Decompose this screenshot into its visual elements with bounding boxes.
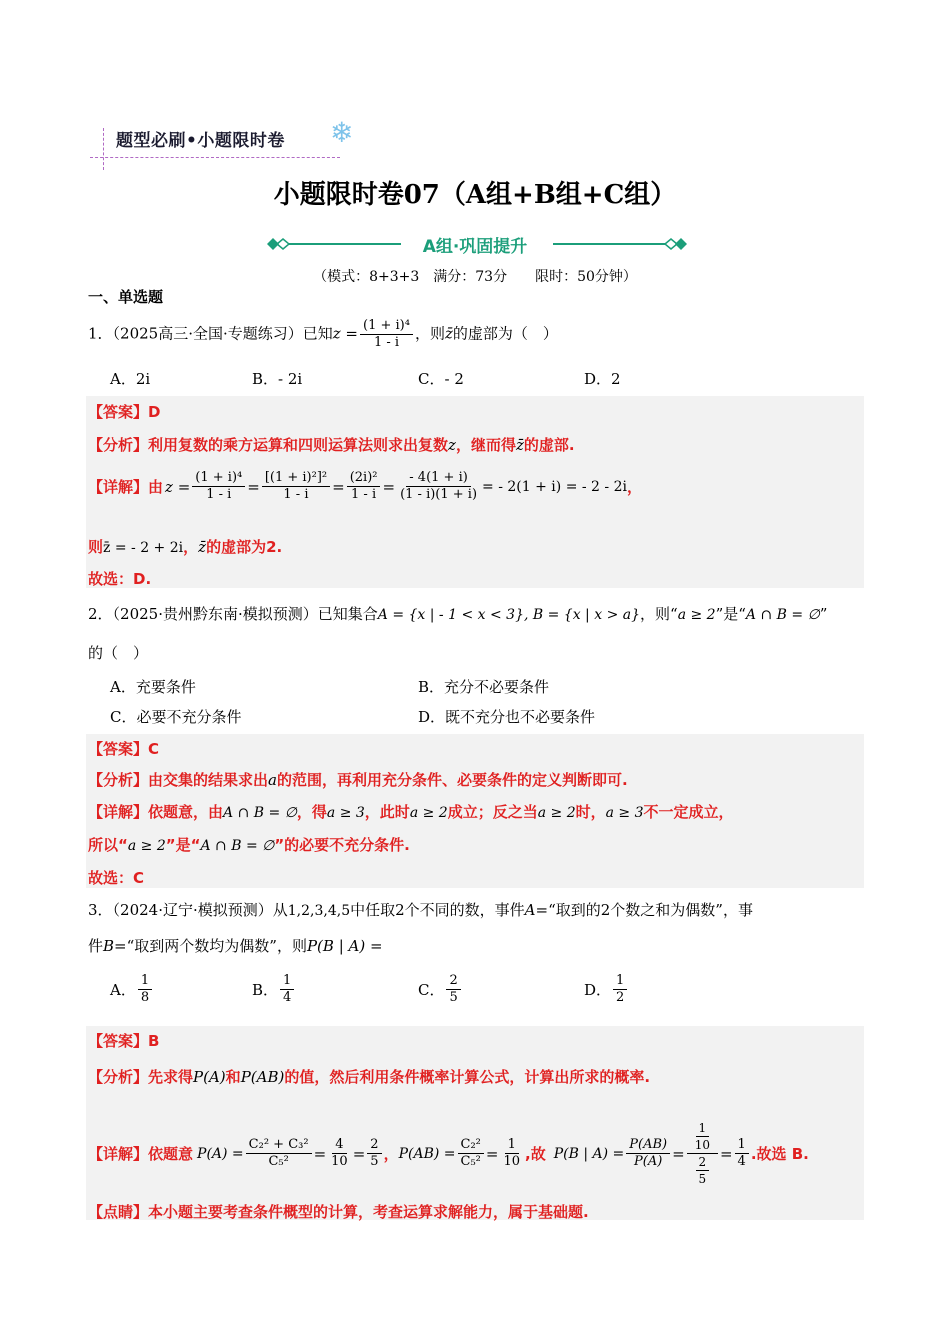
- page-title: 小题限时卷07（A组+B组+C组）: [273, 180, 677, 210]
- q2-detail: 【详解】依题意，由A ∩ B = ∅，得a ≥ 3，此时a ≥ 2成立；反之当a ≥ 2时，a ≥ 3不一定成立，: [88, 803, 734, 821]
- q2-choose: 故选：C: [88, 869, 145, 887]
- q1-detail-frac-3: $\frac{\text{(2i)²}}{1 - i}$: [347, 470, 381, 503]
- q2-stem-line2: 的（ ）: [88, 644, 149, 662]
- q3-answer: 【答案】B: [88, 1032, 160, 1050]
- q3-option-b[interactable]: B． $\frac{1}{4}$: [252, 973, 296, 1006]
- q1-detail-frac-1: $\frac{\text{(1 + i)⁴}}{1 - i}$: [192, 470, 245, 503]
- q1-stem-suffix: 的虚部为（ ）: [452, 324, 558, 343]
- snowflake-icon: ❄: [330, 116, 354, 149]
- q3-stem-line2: 件B=“取到两个数均为偶数”，则P(B | A) =: [88, 937, 383, 955]
- q3-stem: 3．（2024·辽宁·模拟预测）从1,2,3,4,5中任取2个不同的数，事件A=“取到的2个数之和为偶数”，事: [88, 901, 753, 919]
- q2-detail-line2: 所以“a ≥ 2”是“A ∩ B = ∅”的必要不充分条件.: [88, 836, 410, 854]
- group-label: A组·巩固提升: [422, 237, 528, 257]
- q1-option-b[interactable]: B．- 2i: [252, 370, 303, 388]
- q1-frac-den: 1 - i: [373, 335, 400, 350]
- q3-detail-frac-7: $\frac{\frac{1}{10}}{\frac{2}{5}}$: [687, 1120, 718, 1187]
- q3-option-d[interactable]: D． $\frac{1}{2}$: [584, 973, 629, 1006]
- q2-option-b[interactable]: B．充分不必要条件: [418, 678, 550, 696]
- q1-detail-line2: 则z̄ = - 2 + 2i，z̄的虚部为2.: [88, 538, 283, 556]
- q2-option-a[interactable]: A．充要条件: [110, 678, 196, 696]
- q3-analysis: 【分析】先求得P(A)和P(AB)的值，然后利用条件概率计算公式，计算出所求的概率.: [88, 1068, 651, 1086]
- q3-detail: 【详解】 依题意 P(A) = $\frac{\text{C₂² + C₃²}}{\text{C₅²}}$ = $\frac{4}{10}$ = $\frac{2}{5}$ ， P(AB) = $\frac{\text{C₂²}}{\text{C₅²}}$ = $\frac{1}{10}$ ,故 P(B | A) = $\frac{P(AB)}{P(A)}$ = $\frac{\frac{1}{10}}{\frac{2}{5}}$ = $\frac{1}{4}$ .故选 B.: [88, 1121, 809, 1186]
- q2-analysis: 【分析】由交集的结果求出a的范围，再利用充分条件、必要条件的定义判断即可.: [88, 771, 628, 789]
- q3-detail-frac-8: $\frac{1}{4}$: [735, 1137, 749, 1170]
- q2-option-c[interactable]: C．必要不充分条件: [110, 708, 242, 726]
- q1-detail: 【详解】 由 z = $\frac{\text{(1 + i)⁴}}{1 - i}$ = $\frac{\text{[(1 + i)²]²}}{1 - i}$ = $\frac{\text{(2i)²}}{1 - i}$ = $\frac{- 4(1 + i)}{(1 - i)(1 + i)}$ = - 2(1 + i) = - 2 - 2i ，: [88, 470, 642, 502]
- q3-detail-frac-2: $\frac{4}{10}$: [331, 1137, 348, 1169]
- q3-option-c[interactable]: C． $\frac{2}{5}$: [418, 973, 463, 1006]
- banner-title: 题型必刷•小题限时卷: [116, 131, 285, 151]
- q3-detail-frac-3: $\frac{2}{5}$: [367, 1137, 381, 1170]
- q1-analysis: 【分析】利用复数的乘方运算和四则运算法则求出复数z，继而得z̄的虚部.: [88, 436, 575, 454]
- q1-zbar: z̄: [444, 324, 453, 343]
- banner-decoration-horizontal: [90, 157, 340, 158]
- q1-stem: [88, 318, 558, 351]
- q3-detail-frac-5: $\frac{1}{10}$: [503, 1137, 521, 1169]
- exam-mode-info: （模式：8+3+3 满分：73分 限时：50分钟）: [313, 269, 637, 285]
- q2-option-d[interactable]: D．既不充分也不必要条件: [418, 708, 596, 726]
- q3-comment: 【点睛】本小题主要考查条件概型的计算，考查运算求解能力，属于基础题.: [88, 1203, 589, 1221]
- banner-decoration-vertical: [103, 128, 104, 170]
- q1-answer: 【答案】D: [88, 403, 161, 421]
- q1-detail-frac-4: $\frac{- 4(1 + i)}{(1 - i)(1 + i)}$: [400, 470, 478, 502]
- q1-choose: 故选：D.: [88, 570, 152, 588]
- q1-stem-mid: ，则: [414, 324, 445, 343]
- q1-detail-frac-2: $\frac{\text{[(1 + i)²]²}}{1 - i}$: [262, 470, 330, 503]
- section-title: 一、单选题: [88, 288, 164, 306]
- q2-answer: 【答案】C: [88, 740, 160, 758]
- q3-detail-frac-1: $\frac{\text{C₂² + C₃²}}{\text{C₅²}}$: [246, 1137, 312, 1170]
- q3-option-a[interactable]: A． $\frac{1}{8}$: [110, 973, 154, 1006]
- q2-stem: 2．（2025·贵州黔东南·模拟预测）已知集合A = {x | - 1 < x < 3}, B = {x | x > a}，则“a ≥ 2”是“A ∩ B = ∅”: [88, 605, 828, 623]
- q3-detail-frac-4: $\frac{\text{C₂²}}{\text{C₅²}}$: [458, 1137, 484, 1170]
- q1-z: z =: [332, 324, 359, 343]
- q3-detail-frac-6: $\frac{P(AB)}{P(A)}$: [626, 1137, 670, 1170]
- q1-option-c[interactable]: C．- 2: [418, 370, 464, 388]
- q1-option-d[interactable]: D．2: [584, 370, 621, 388]
- q1-stem-prefix: 1．（2025高三·全国·专题练习）已知: [88, 324, 333, 343]
- q1-fraction: [360, 318, 413, 351]
- q1-frac-num: (1 + i)⁴: [360, 318, 413, 335]
- q1-option-a[interactable]: A．2i: [110, 370, 151, 388]
